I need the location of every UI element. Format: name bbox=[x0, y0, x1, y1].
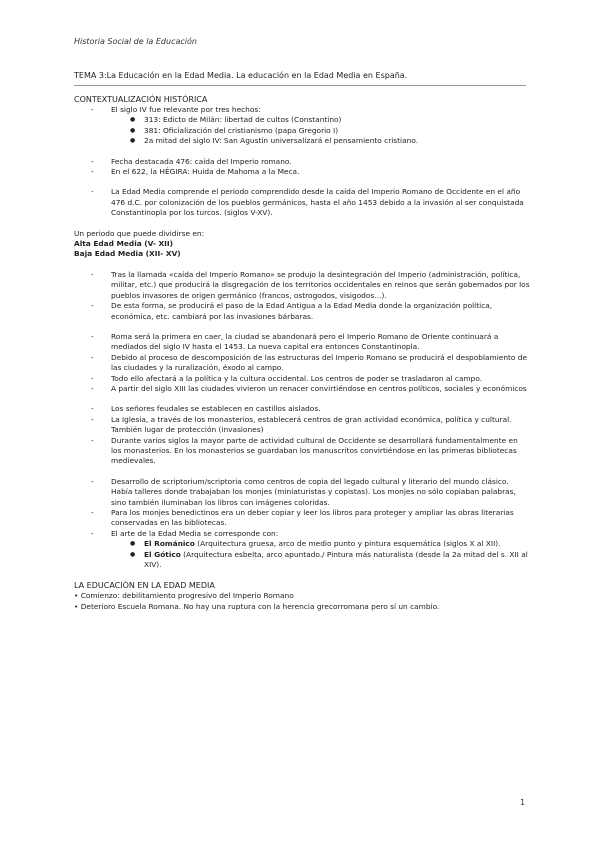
list-item: - La Edad Media comprende el periodo comprendido desde la caída del Imperio Romano de Occidente en el año 476 d.C. por colonización de los pueblos germánicos, hasta el año 1453 debido a la invasión al ser conquistada Constantinopla por los turcos. (siglos V-XV). bbox=[74, 187, 530, 218]
art-style-desc: (Arquitectura gruesa, arco de medio punto y pintura esquemática (siglos X al XII). bbox=[194, 539, 501, 549]
page-body bbox=[74, 94, 530, 612]
list-item: - Roma será la primera en caer, la ciudad se abandonará pero el Imperio Romano de Oriente continuará a mediados del siglo IV hasta el 1453. La nueva capital era entonces Constantinopla. bbox=[74, 332, 530, 353]
list-item: - Para los monjes benedictinos era un deber copiar y leer los libros para proteger y ampliar las obras literarias conservadas en las bibliotecas. bbox=[74, 508, 530, 529]
page-number: 1 bbox=[520, 798, 526, 807]
education-line: • Deterioro Escuela Romana. No hay una ruptura con la herencia grecorromana pero sí un cambio. bbox=[74, 601, 440, 611]
list-item: - El siglo IV fue relevante por tres hechos: bbox=[74, 105, 530, 115]
period-high: Alta Edad Media (V- XII) bbox=[74, 239, 174, 249]
list-item: - La Iglesia, a través de los monasterios, establecerá centros de gran actividad económica, política y cultural. También lugar de protección (invasiones) bbox=[74, 415, 530, 436]
dates-list bbox=[74, 157, 530, 178]
list-item: - Todo ello afectará a la política y la cultura occidental. Los centros de poder se trasladaron al campo. bbox=[74, 374, 530, 384]
section-heading-education: LA EDUCACIÓN EN LA EDAD MEDIA bbox=[74, 581, 215, 591]
definition-list bbox=[74, 187, 530, 218]
list-item: - A partir del siglo XIII las ciudades vivieron un renacer convirtiéndose en centros políticos, sociales y económicos bbox=[74, 384, 530, 394]
periods-intro: Un periodo que puede dividirse en: bbox=[74, 228, 205, 238]
list-item: - En el 622, la HÉGIRA: Huida de Mahoma a la Meca. bbox=[74, 167, 530, 177]
title-divider bbox=[74, 85, 526, 86]
education-line: • Comienzo: debilitamiento progresivo del Imperio Romano bbox=[74, 591, 294, 601]
list-item: - De esta forma, se producirá el paso de la Edad Antigua a la Edad Media donde la organización política, económica, etc. cambiará por las invasiones bárbaras. bbox=[74, 301, 530, 322]
block4-list bbox=[74, 477, 530, 539]
list-item: ● 313: Edicto de Milán: libertad de cultos (Constantino) bbox=[74, 115, 530, 125]
art-style-name: El Románico bbox=[144, 539, 195, 549]
block1-list bbox=[74, 270, 530, 322]
list-item: - Fecha destacada 476: caída del Imperio romano. bbox=[74, 157, 530, 167]
art-style-name: El Gótico bbox=[144, 549, 181, 559]
list-item: - Durante varios siglos la mayor parte de actividad cultural de Occidente se desarrollará fundamentalmente en los monasterios. En los monasterios se guardaban los manuscritos convirtiéndose en las primeras bibliotecas medievales. bbox=[74, 436, 530, 467]
running-header: Historia Social de la Educación bbox=[74, 37, 197, 46]
art-style-desc: (Arquitectura esbelta, arco apuntado./ Pintura más naturalista (desde la 2a mitad del s. XII al XIV). bbox=[144, 549, 528, 570]
intro-list bbox=[74, 105, 530, 115]
period-low: Baja Edad Media (XII- XV) bbox=[74, 249, 181, 259]
facts-list bbox=[74, 115, 530, 146]
block3-list bbox=[74, 404, 530, 466]
document-title: TEMA 3:La Educación en la Edad Media. La educación en la Edad Media en España. bbox=[74, 71, 408, 80]
list-item: - El arte de la Edad Media se corresponde con: bbox=[74, 529, 530, 539]
list-item: - Tras la llamada «caída del Imperio Romano» se produjo la desintegración del Imperio (administración, política, militar, etc.) que producirá la disgregación de los territorios occidentales en reinos que serán gobernados por los pueblos invasores de origen germánico (francos, ostrogodos, visigodos…). bbox=[74, 270, 530, 301]
art-list bbox=[74, 539, 530, 570]
list-item: ● 381: Oficialización del cristianismo (papa Gregorio I) bbox=[74, 126, 530, 136]
list-item: - Desarrollo de scriptorium/scriptoria como centros de copia del legado cultural y literario del mundo clásico. Había talleres donde trabajaban los monjes (miniaturistas y copistas). Los monjes no sólo copiaban palabras, sino también iluminaban los libros con imágenes coloridas. bbox=[74, 477, 530, 508]
art-item-gotico bbox=[74, 550, 530, 571]
list-item: - Los señores feudales se establecen en castillos aislados. bbox=[74, 404, 530, 414]
block2-list bbox=[74, 332, 530, 394]
list-item: - Debido al proceso de descomposición de las estructuras del Imperio Romano se producirá el despoblamiento de las ciudades y la ruralización, éxodo al campo. bbox=[74, 353, 530, 374]
list-item: ● 2a mitad del siglo IV: San Agustín universalizará el pensamiento cristiano. bbox=[74, 136, 530, 146]
art-item-romanico bbox=[74, 539, 530, 549]
section-heading-context: CONTEXTUALIZACIÓN HISTÓRICA bbox=[74, 95, 208, 104]
